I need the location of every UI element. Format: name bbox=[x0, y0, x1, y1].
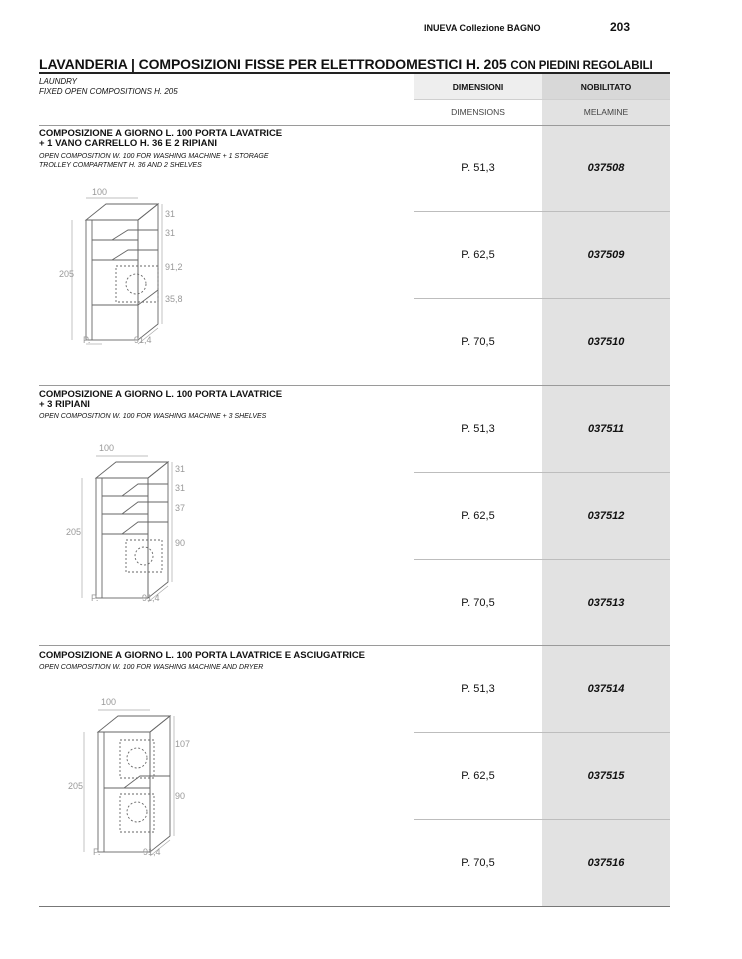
row-dimension: P. 62,5 bbox=[461, 249, 495, 261]
row-dimension: P. 51,3 bbox=[461, 162, 495, 174]
row-dimension: P. 70,5 bbox=[461, 857, 495, 869]
section-2-drawing bbox=[62, 438, 212, 608]
section-2-dim-part-1: 31 bbox=[175, 464, 186, 474]
section-3-dim-part-2: 90 bbox=[175, 791, 186, 801]
section-divider bbox=[39, 645, 670, 646]
section-3-dim-height: 205 bbox=[68, 781, 84, 791]
section-1-dim-depth: 91,4 bbox=[134, 335, 152, 345]
section-3-subtitle bbox=[39, 663, 263, 672]
section-2-dim-width: 100 bbox=[99, 443, 115, 453]
section-3-title bbox=[39, 651, 365, 661]
row-code: 037514 bbox=[587, 683, 625, 695]
section-1-title bbox=[39, 129, 282, 149]
column-subheader-melamine: MELAMINE bbox=[583, 107, 629, 117]
page-title bbox=[39, 56, 653, 72]
row-code: 037509 bbox=[587, 249, 625, 261]
page-title-suffix: CON PIEDINI REGOLABILI bbox=[510, 60, 653, 72]
section-1-drawing bbox=[52, 180, 202, 350]
row-divider bbox=[414, 298, 670, 299]
section-2-dim-height: 205 bbox=[66, 527, 82, 537]
section-2-title bbox=[39, 390, 282, 410]
section-2-subtitle-line-1: OPEN COMPOSITION W. 100 FOR WASHING MACHINE + 3 SHELVES bbox=[39, 413, 267, 420]
row-dimension: P. 70,5 bbox=[461, 597, 495, 609]
section-1-dim-depth-label: P. bbox=[83, 335, 91, 345]
section-2-dim-depth-label: P. bbox=[91, 593, 99, 603]
row-dimension: P. 51,3 bbox=[461, 683, 495, 695]
page-number: 203 bbox=[610, 20, 631, 34]
section-1-dim-height: 205 bbox=[59, 269, 75, 279]
section-2-dim-part-3: 37 bbox=[175, 503, 186, 513]
row-code: 037516 bbox=[587, 857, 625, 869]
subtitle-line-2: FIXED OPEN COMPOSITIONS H. 205 bbox=[39, 87, 178, 96]
row-dimension: P. 70,5 bbox=[461, 336, 495, 348]
row-code: 037512 bbox=[587, 510, 625, 522]
section-1-dim-part-4: 35,8 bbox=[165, 294, 183, 304]
row-divider bbox=[414, 819, 670, 820]
section-3-dim-width: 100 bbox=[101, 697, 117, 707]
row-divider bbox=[414, 732, 670, 733]
section-3-dim-part-1: 107 bbox=[175, 739, 191, 749]
page-title-main: LAVANDERIA | COMPOSIZIONI FISSE PER ELETTRODOMESTICI H. 205 bbox=[39, 56, 507, 72]
section-3-dim-depth-label: P. bbox=[93, 847, 101, 857]
section-3-subtitle-line-1: OPEN COMPOSITION W. 100 FOR WASHING MACHINE AND DRYER bbox=[39, 664, 264, 671]
row-code: 037508 bbox=[587, 162, 625, 174]
row-code: 037515 bbox=[587, 770, 625, 782]
row-dimension: P. 62,5 bbox=[461, 770, 495, 782]
section-1-subtitle-line-1: OPEN COMPOSITION W. 100 FOR WASHING MACHINE + 1 STORAGE bbox=[39, 153, 269, 160]
section-2-dim-part-4: 90 bbox=[175, 538, 186, 548]
row-code: 037511 bbox=[588, 423, 624, 435]
row-divider bbox=[414, 559, 670, 560]
section-1-dim-part-1: 31 bbox=[165, 209, 176, 219]
section-2-title-line-2: + 3 RIPIANI bbox=[39, 399, 90, 410]
section-3-dim-depth: 91,4 bbox=[143, 847, 161, 857]
row-code: 037513 bbox=[587, 597, 625, 609]
column-header-melamine: NOBILITATO bbox=[542, 74, 670, 99]
row-dimension: P. 62,5 bbox=[461, 510, 495, 522]
column-header-dimensions: DIMENSIONI bbox=[414, 74, 542, 99]
section-3-title-line-1: COMPOSIZIONE A GIORNO L. 100 PORTA LAVATRICE E ASCIUGATRICE bbox=[39, 650, 366, 661]
section-divider bbox=[39, 125, 670, 126]
row-divider bbox=[414, 211, 670, 212]
section-1-title-line-2: + 1 VANO CARRELLO H. 36 E 2 RIPIANI bbox=[39, 138, 217, 149]
subtitle-line-1: LAUNDRY bbox=[39, 77, 77, 86]
section-1-subtitle bbox=[39, 152, 269, 170]
section-1-dim-part-2: 31 bbox=[165, 228, 176, 238]
section-1-dim-width: 100 bbox=[92, 187, 108, 197]
melamine-column-background bbox=[542, 74, 670, 907]
section-2-subtitle bbox=[39, 412, 266, 421]
header-brand: INUEVA Collezione BAGNO bbox=[424, 23, 541, 33]
section-1-subtitle-line-2: TROLLEY COMPARTMENT H. 36 AND 2 SHELVES bbox=[39, 162, 202, 169]
section-divider bbox=[39, 385, 670, 386]
section-1-dim-part-3: 91,2 bbox=[165, 262, 183, 272]
section-2-dim-part-2: 31 bbox=[175, 483, 186, 493]
row-divider bbox=[414, 472, 670, 473]
row-dimension: P. 51,3 bbox=[461, 423, 495, 435]
row-code: 037510 bbox=[587, 336, 625, 348]
table-bottom-rule bbox=[39, 906, 670, 907]
section-1-title-line-1: COMPOSIZIONE A GIORNO L. 100 PORTA LAVATRICE bbox=[39, 128, 283, 139]
section-3-drawing bbox=[64, 692, 214, 862]
page-subtitle bbox=[39, 77, 178, 97]
section-2-title-line-1: COMPOSIZIONE A GIORNO L. 100 PORTA LAVATRICE bbox=[39, 389, 283, 400]
column-subheader-dimensions: DIMENSIONS bbox=[451, 107, 505, 117]
section-2-dim-depth: 91,4 bbox=[142, 593, 160, 603]
